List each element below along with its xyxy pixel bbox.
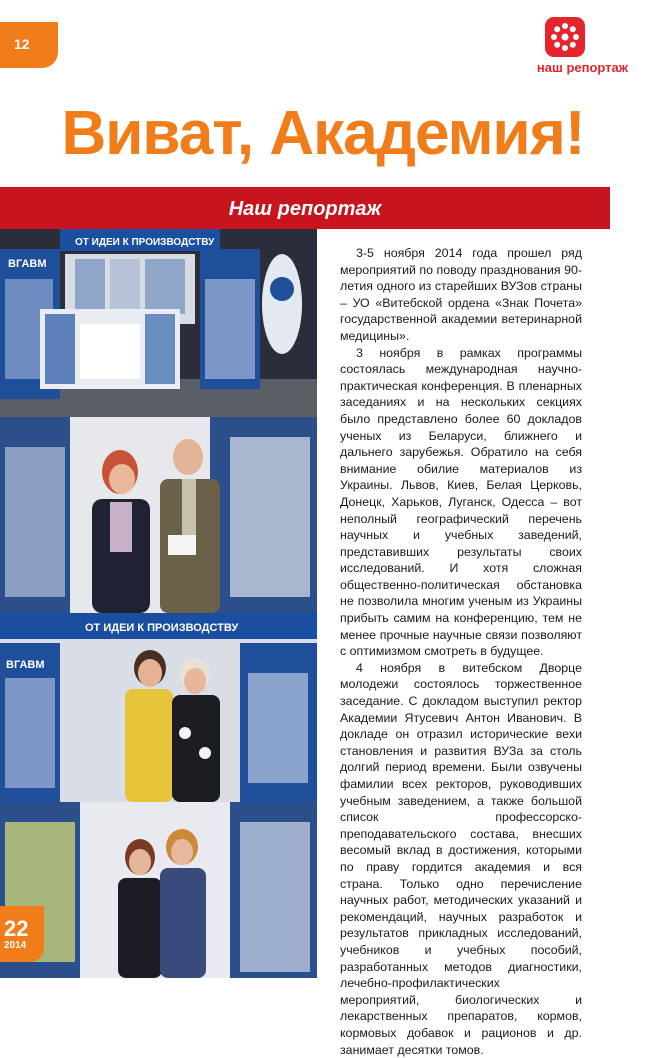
photo-two-delegates: [0, 417, 317, 613]
issue-tab: [0, 906, 44, 962]
photo-exhibition-stand: [0, 229, 317, 417]
page-title: Виват, Академия!: [61, 99, 585, 168]
issue-number: 22: [4, 916, 29, 941]
photo-two-women-stand: [0, 613, 317, 802]
photo-two-women: [0, 802, 317, 978]
article-paragraph: 3 ноября в рамках программы состоялась международная научно-практическая конференция. В пленарных заседаниях и на нескольких секциях было представлено более 60 докладов ученых из Беларуси, ближнего и дальнего зарубежья. Обратило на себя внимание обилие материалов из Украины. Львов, Киев, Белая Церковь, Донецк, Харьков, Луганск, Одесса – вот неполный географический перечень научных и учебных заведений, представивших результаты своих исследований. И хотя сложная общественно-политическая обстановка не позволила многим ученым из Украины прибыть самим на конференцию, тем не менее прочные научные связи позволяют с оптимизмом смотреть в будущее.: [340, 345, 582, 659]
flower-icon: [545, 17, 585, 57]
section-banner: [0, 187, 610, 229]
section-label: наш репортаж: [536, 60, 628, 75]
page-number: 12: [14, 36, 30, 52]
article-paragraph: 3-5 ноября 2014 года прошел ряд мероприятий по поводу празднования 90-летия одного из старейших ВУЗов страны – УО «Витебской ордена «Знак Почета» государственной академии ветеринарной медицины».: [340, 246, 582, 343]
photo-3-sign: ОТ ИДЕИ К ПРОИЗВОДСТВУ: [85, 622, 239, 634]
photo-1-logo: ВГАВМ: [8, 258, 47, 270]
banner-text: Наш репортаж: [228, 198, 382, 220]
article-paragraph: 4 ноября в витебском Дворце молодежи состоялось торжественное заседание. С докладом выступил ректор Академии Ятусевич Антон Иванович. В докладе он отразил исторические вехи становления и развития ВУЗа за столь долгий период времени. Были озвучены фамилии всех ректоров, руководивших учебным заведением, а также большой список профессорско-преподавательского состава, внесших весомый вклад в достижения, которыми по праву гордится академия и вся страна. Только одно перечисление научных работ, методических указаний и рекомендаций, научных разработок и результатов прикладных исследований, учебников и учебных пособий, разработанных методов диагностики, лечебно-профилактических мероприятий, биологических и лекарственных препаратов, кормов, кормовых добавок и рационов и др. занимает десятки томов.: [340, 660, 582, 1057]
section-badge: [545, 17, 585, 57]
article-body: [340, 245, 582, 1058]
photo-3-logo: ВГАВМ: [6, 659, 45, 671]
photo-1-sign: ОТ ИДЕИ К ПРОИЗВОДСТВУ: [75, 237, 215, 248]
page-number-tab: [0, 22, 58, 68]
issue-year: 2014: [4, 940, 27, 951]
